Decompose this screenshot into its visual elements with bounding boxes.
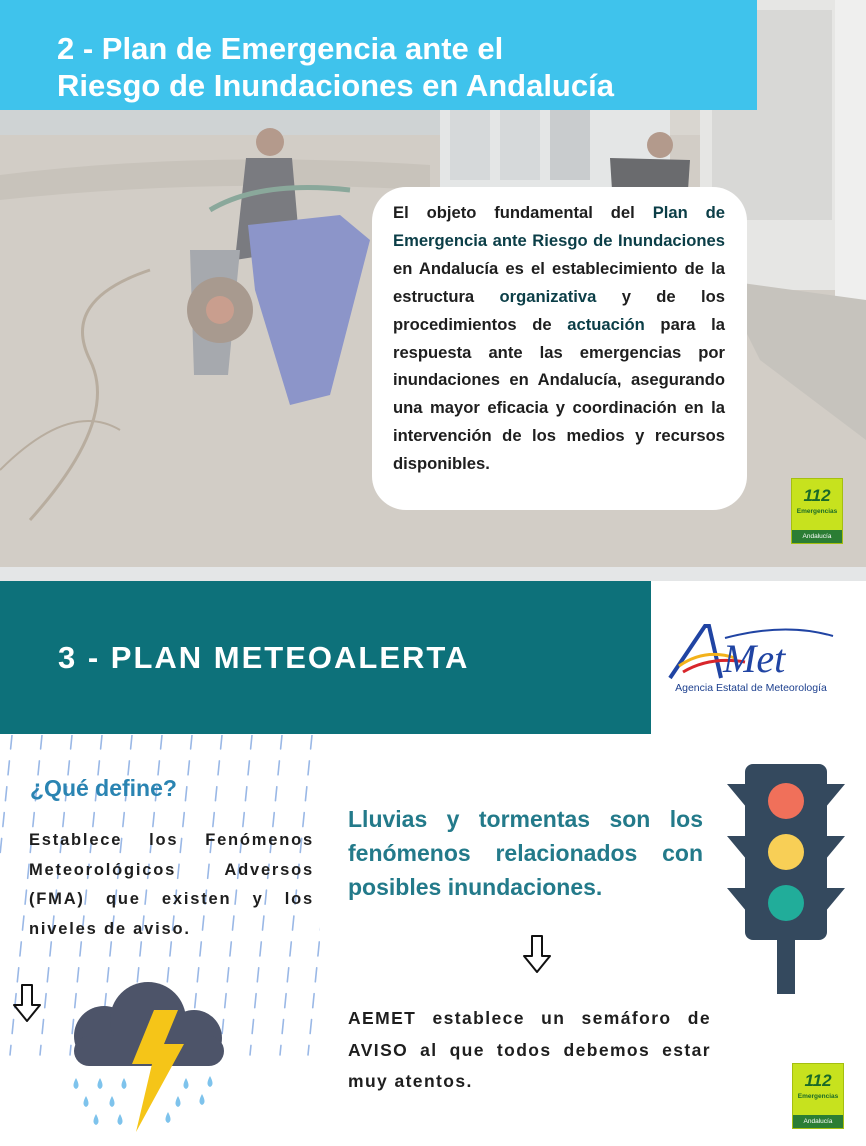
yellow-light [768,834,804,870]
plan-name-highlight: Plan de Emergencia ante Riesgo de Inundaciones [393,203,725,250]
green-light [768,885,804,921]
objective-text [393,199,725,478]
logo-112-subtitle: Emergencias [797,1093,839,1100]
objective-card [372,187,747,510]
aemet-logo [665,618,837,696]
traffic-light-icon [725,764,847,994]
logo-112-number: 112 [803,486,831,505]
relation-text: Lluvias y tormentas son los fenómenos relacionados con posibles inundaciones. [348,806,703,900]
logo-112-region: Andalucía [793,1115,843,1128]
section-2-title [57,30,747,104]
organizativa-highlight: organizativa [499,286,597,306]
objective-text-part2: en Andalucía es el establecimiento de la estructura [393,258,725,306]
down-arrow-icon [522,934,552,974]
actuacion-highlight: actuación [567,314,645,334]
objective-text-part1: El objeto fundamental del [393,203,653,222]
question-text: Establece los Fenómenos Meteorológicos Adversos (FMA) que existen y los niveles de aviso. [29,831,314,938]
red-light [768,783,804,819]
aemet-warning-text: AEMET establece un semáforo de AVISO al que todos debemos estar muy atentos. [348,1008,711,1091]
section-2-title-line2: Riesgo de Inundaciones en Andalucía [57,68,614,103]
objective-text-part4: para la respuesta ante las emergencias por inundaciones en Andalucía, asegurando una mayor eficacia y coordinación en la intervención de los medios y recursos disponibles. [393,314,725,474]
section-2 [0,0,866,567]
logo-112-top [791,478,843,544]
section-3-title: 3 - PLAN METEOALERTA [58,640,470,675]
down-arrow-icon [12,983,42,1023]
aemet-logo-subtitle: Agencia Estatal de Meteorología [675,682,827,694]
storm-cloud-icon [56,978,236,1138]
logo-112-bottom [792,1063,844,1129]
question-title: ¿Qué define? [30,775,177,801]
objective-text-part3: y de los procedimientos de [393,286,725,334]
logo-112-subtitle: Emergencias [796,508,838,515]
aemet-wordmark-graphic [665,618,837,682]
logo-112-number: 112 [804,1071,832,1090]
logo-112-region: Andalucía [792,530,842,543]
section-separator [0,567,866,581]
svg-text:Met: Met [723,636,786,681]
section-2-title-line1: 2 - Plan de Emergencia ante el [57,31,504,66]
